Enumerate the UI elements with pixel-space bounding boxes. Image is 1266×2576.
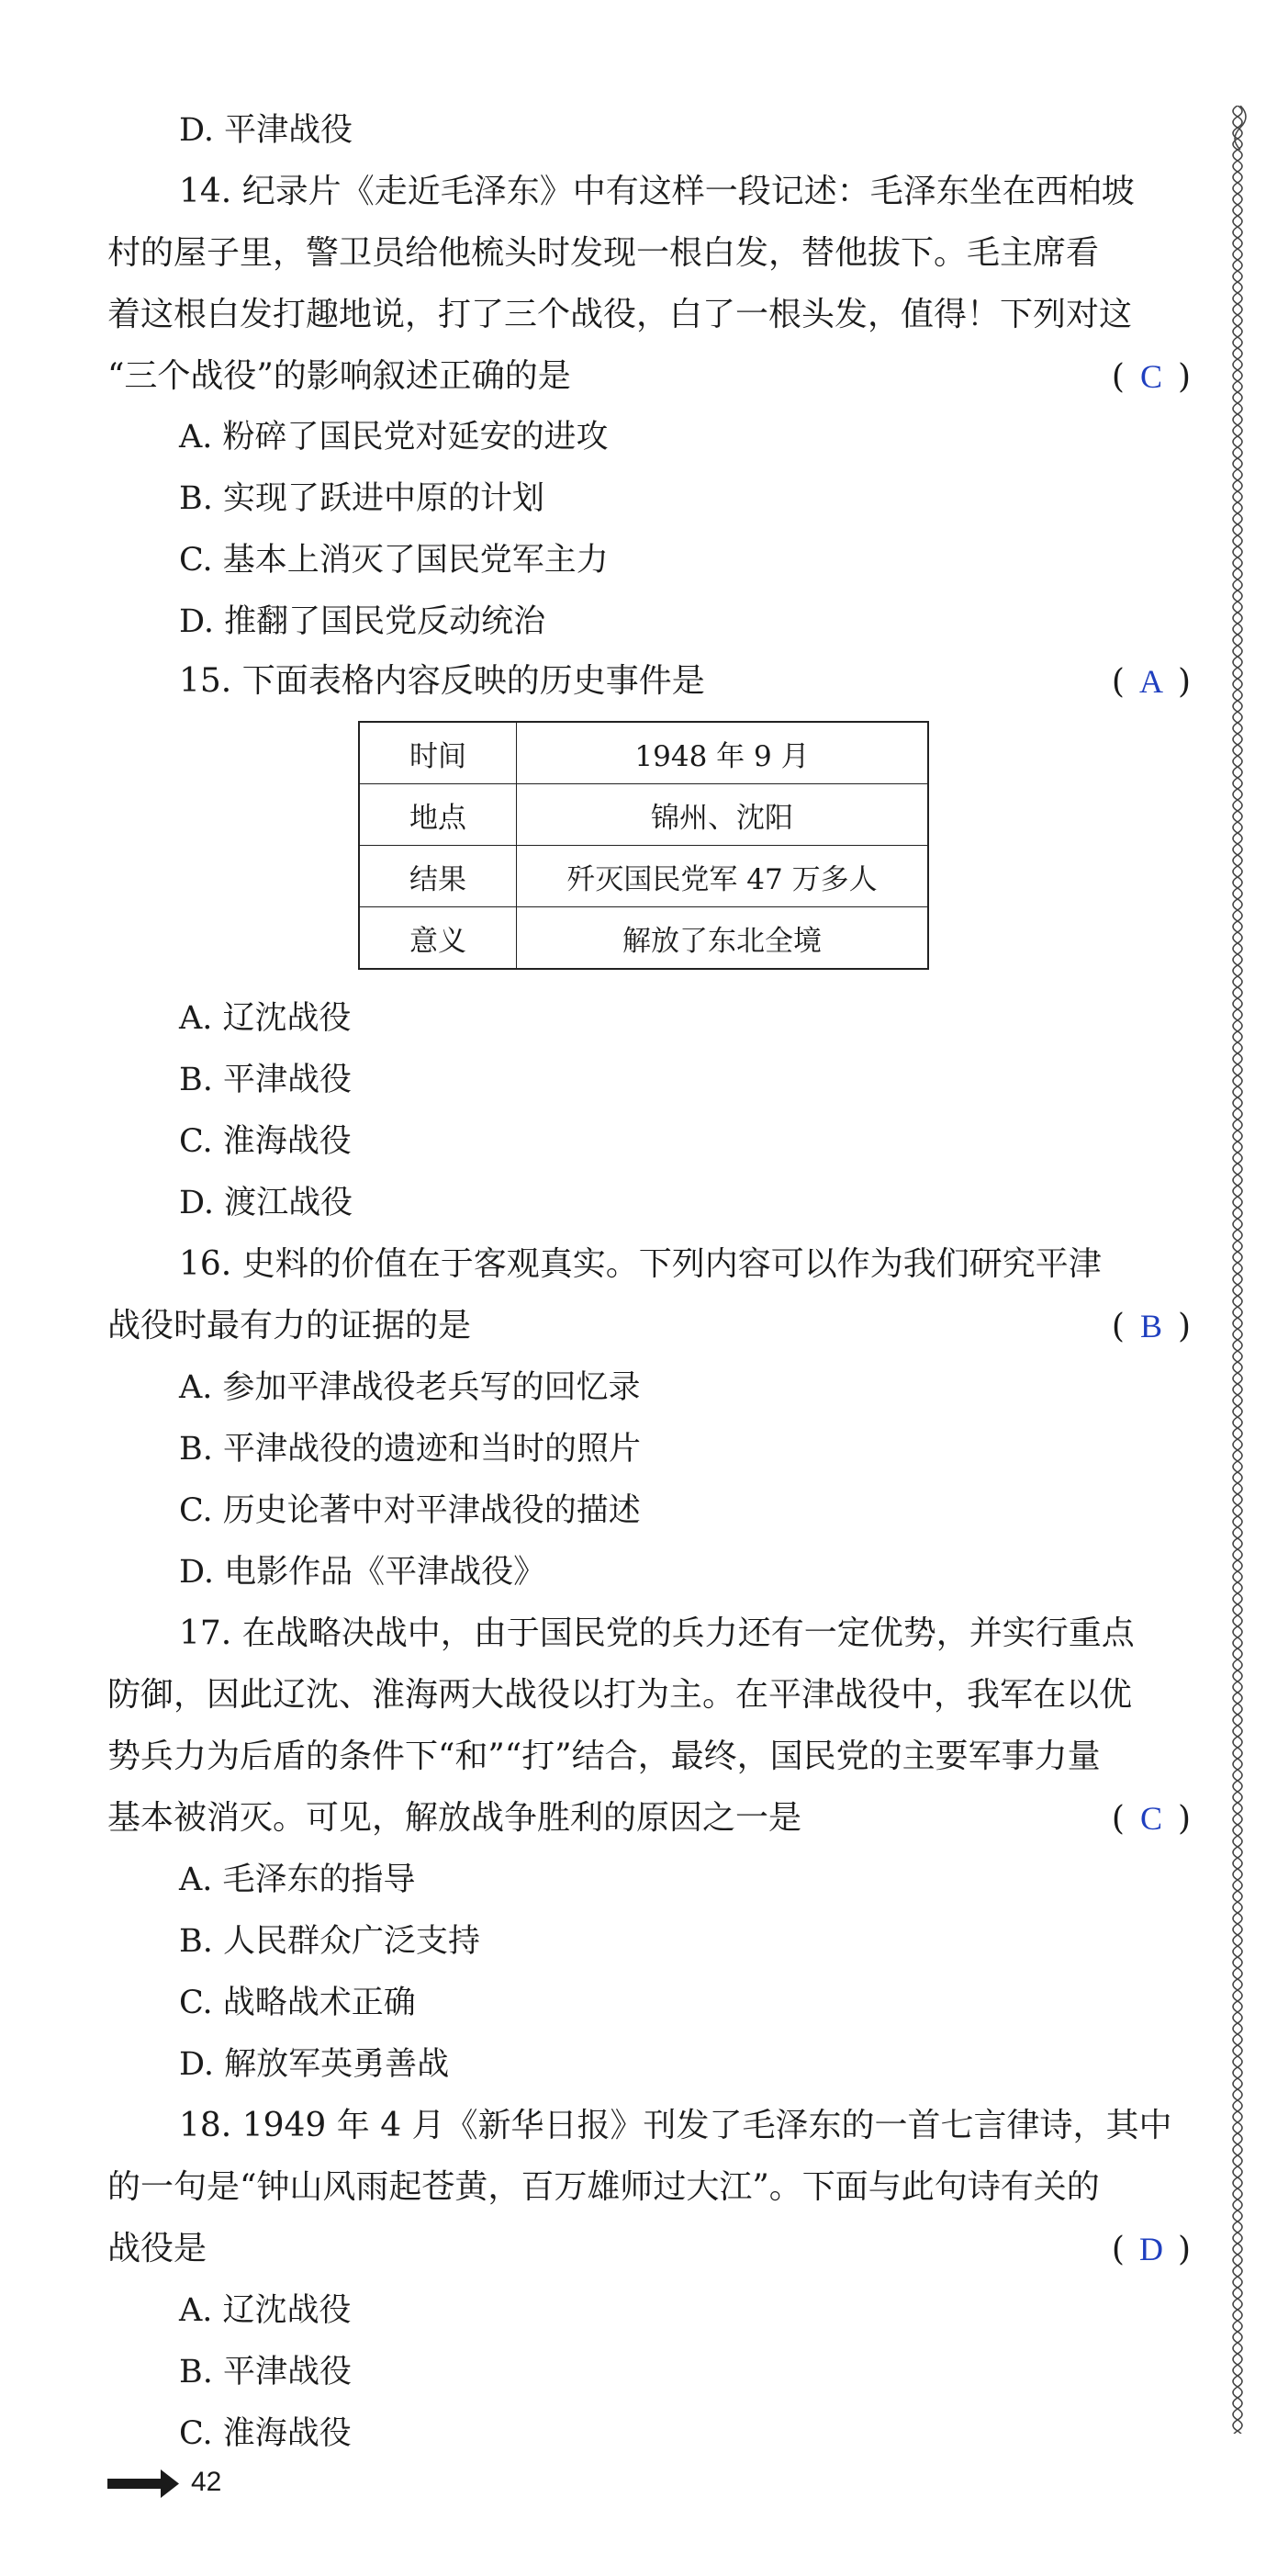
q18-option-a: A. 辽沈战役 <box>179 2292 352 2329</box>
q15-table <box>358 721 929 970</box>
q17-answer: C <box>1139 1800 1162 1837</box>
q17-option-c: C. 战略战术正确 <box>179 1985 416 2021</box>
table-cell-key: 结果 <box>359 846 517 907</box>
q16-stem-line-1: 16. 史料的价值在于客观真实。下列内容可以作为我们研究平津 <box>179 1245 1102 1283</box>
q15-answer: A <box>1138 663 1163 700</box>
q15-option-a: A. 辽沈战役 <box>179 1000 352 1037</box>
page-border-decoration <box>1228 106 1252 2434</box>
q16-answer-bracket: ( B ) <box>1112 1304 1191 1349</box>
table-cell-key: 意义 <box>359 907 517 970</box>
q15-stem-line-1: 15. 下面表格内容反映的历史事件是 <box>179 662 705 700</box>
q18-answer-bracket: ( D ) <box>1112 2227 1191 2272</box>
q18-option-b: B. 平津战役 <box>179 2354 352 2390</box>
q17-stem-line-3: 势兵力为后盾的条件下“和”“打”结合，最终，国民党的主要军事力量 <box>107 1738 1101 1775</box>
q16-stem-line-2: 战役时最有力的证据的是 <box>107 1307 472 1344</box>
q16-option-a: A. 参加平津战役老兵写的回忆录 <box>179 1369 641 1406</box>
table-cell-key: 地点 <box>359 784 517 846</box>
q18-stem-line-1: 18. 1949 年 4 月《新华日报》刊发了毛泽东的一首七言律诗，其中 <box>179 2107 1172 2144</box>
table-row <box>359 722 928 784</box>
table-row <box>359 784 928 846</box>
q13-option-d: D. 平津战役 <box>179 112 353 149</box>
q14-stem-line-4: “三个战役”的影响叙述正确的是 <box>107 357 571 395</box>
q17-stem-line-1: 17. 在战略决战中，由于国民党的兵力还有一定优势，并实行重点 <box>179 1614 1135 1652</box>
q15-option-d: D. 渡江战役 <box>179 1185 353 1221</box>
q18-answer: D <box>1138 2231 1163 2267</box>
q15-option-b: B. 平津战役 <box>179 1062 352 1098</box>
q14-stem-line-1: 14. 纪录片《走近毛泽东》中有这样一段记述：毛泽东坐在西柏坡 <box>179 173 1135 210</box>
q14-option-a: A. 粉碎了国民党对延安的进攻 <box>179 419 609 456</box>
q14-stem-line-2: 村的屋子里，警卫员给他梳头时发现一根白发，替他拔下。毛主席看 <box>107 234 1100 272</box>
q18-stem-line-2: 的一句是“钟山风雨起苍黄，百万雄师过大江”。下面与此句诗有关的 <box>107 2168 1100 2206</box>
q14-option-c: C. 基本上消灭了国民党军主力 <box>179 542 609 579</box>
q18-option-c: C. 淮海战役 <box>179 2415 352 2452</box>
q15-option-c: C. 淮海战役 <box>179 1123 352 1160</box>
q17-option-d: D. 解放军英勇善战 <box>179 2046 450 2083</box>
table-row <box>359 907 928 970</box>
table-cell-value: 1948 年 9 月 <box>517 722 929 784</box>
q14-option-d: D. 推翻了国民党反动统治 <box>179 603 546 640</box>
table-cell-value: 锦州、沈阳 <box>517 784 929 846</box>
q17-answer-bracket: ( C ) <box>1112 1796 1191 1841</box>
q16-option-d: D. 电影作品《平津战役》 <box>179 1554 546 1591</box>
table-cell-value: 歼灭国民党军 47 万多人 <box>517 846 929 907</box>
q17-option-a: A. 毛泽东的指导 <box>179 1862 416 1898</box>
q14-stem-line-3: 着这根白发打趣地说，打了三个战役，白了一根头发，值得！下列对这 <box>107 296 1133 333</box>
table-cell-key: 时间 <box>359 722 517 784</box>
table-row <box>359 846 928 907</box>
q14-answer: C <box>1139 358 1162 395</box>
table-cell-value: 解放了东北全境 <box>517 907 929 970</box>
q17-option-b: B. 人民群众广泛支持 <box>179 1923 480 1960</box>
q16-answer: B <box>1139 1308 1162 1344</box>
q16-option-b: B. 平津战役的遗迹和当时的照片 <box>179 1431 641 1468</box>
q14-option-b: B. 实现了跃进中原的计划 <box>179 480 544 517</box>
q18-stem-line-3: 战役是 <box>107 2230 207 2267</box>
q17-stem-line-2: 防御，因此辽沈、淮海两大战役以打为主。在平津战役中，我军在以优 <box>107 1676 1133 1714</box>
q17-stem-line-4: 基本被消灭。可见，解放战争胜利的原因之一是 <box>107 1799 802 1837</box>
q14-answer-bracket: ( C ) <box>1112 354 1191 399</box>
q16-option-c: C. 历史论著中对平津战役的描述 <box>179 1492 641 1529</box>
page-number: 42 <box>191 2467 222 2497</box>
q15-answer-bracket: ( A ) <box>1112 659 1191 704</box>
page-arrow-icon <box>107 2466 181 2503</box>
